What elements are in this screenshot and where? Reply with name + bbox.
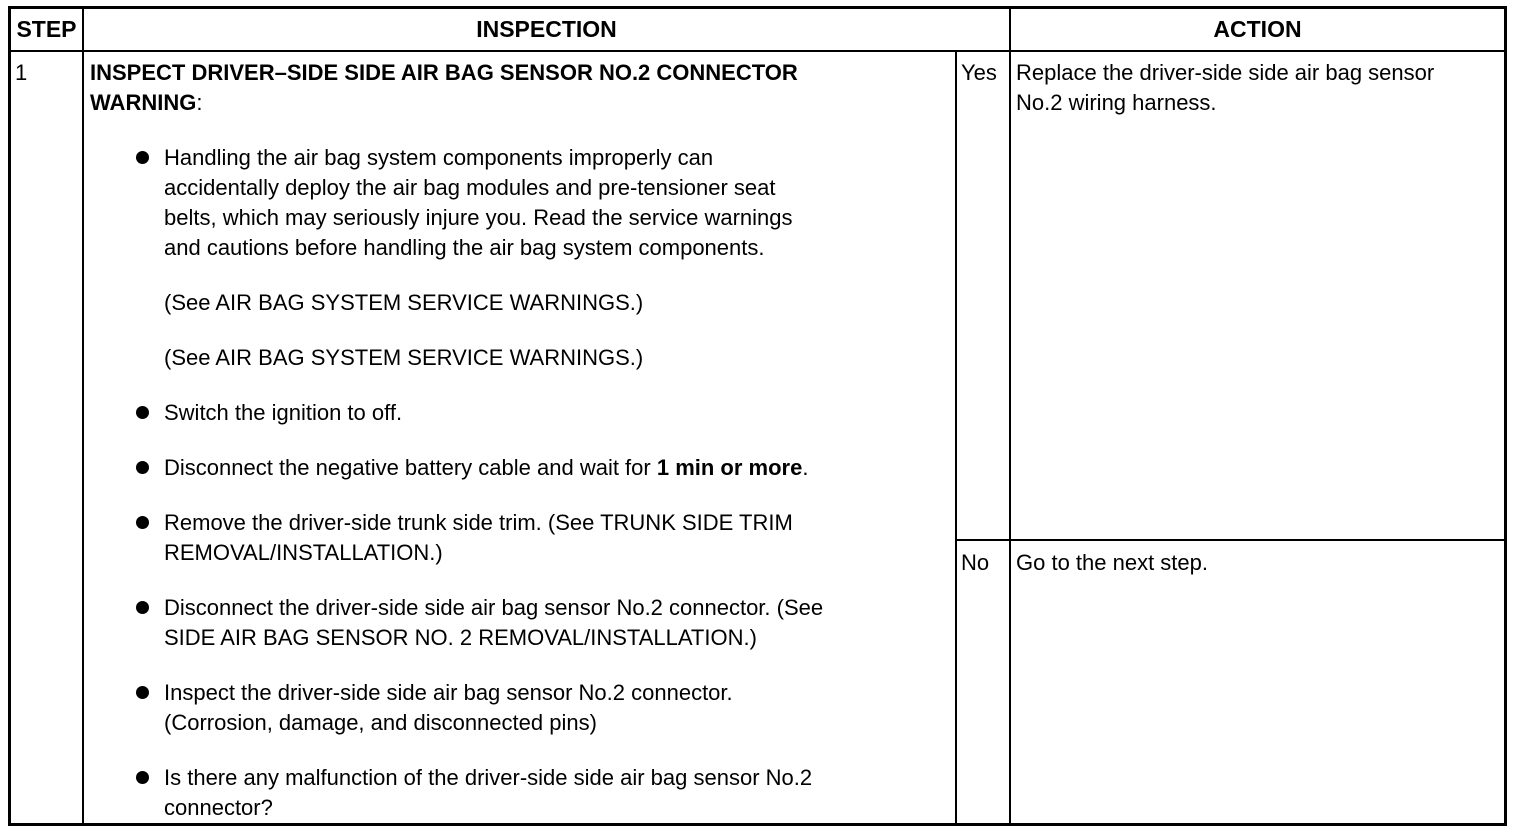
- item-line: Handling the air bag system components improperly can: [164, 145, 714, 170]
- column-divider: [82, 9, 84, 823]
- bullet: [136, 686, 149, 699]
- item-line: belts, which may seriously injure you. Read the service warnings: [164, 205, 793, 230]
- inspection-table: [8, 6, 1507, 826]
- warning-colon: :: [196, 90, 203, 115]
- yes-no-divider: [955, 539, 1504, 541]
- bullet: [136, 461, 149, 474]
- item-line: Disconnect the driver-side side air bag sensor No.2 connector. (See: [164, 595, 824, 620]
- bullet: [136, 406, 149, 419]
- no-label: No: [961, 550, 990, 575]
- bullet: [136, 601, 149, 614]
- bullet: [136, 151, 149, 164]
- column-divider: [1009, 9, 1011, 823]
- item-line: and cautions before handling the air bag system components.: [164, 235, 765, 260]
- item-line: (Corrosion, damage, and disconnected pins): [164, 710, 597, 735]
- list-item: [164, 508, 793, 568]
- list-item: [164, 678, 733, 738]
- list-item: [164, 763, 812, 823]
- item-line: connector?: [164, 795, 273, 820]
- header-inspection: INSPECTION: [476, 16, 617, 42]
- action-line: No.2 wiring harness.: [1016, 90, 1217, 115]
- header-divider: [11, 50, 1504, 52]
- yes-action: [1016, 58, 1434, 118]
- item-line: (See AIR BAG SYSTEM SERVICE WARNINGS.): [164, 290, 644, 315]
- action-line: Go to the next step.: [1016, 550, 1209, 575]
- column-divider: [955, 50, 957, 823]
- bullet: [136, 771, 149, 784]
- warning-heading: [90, 88, 202, 118]
- list-item: [164, 593, 823, 653]
- item-line: (See AIR BAG SYSTEM SERVICE WARNINGS.): [164, 345, 644, 370]
- item-line: Switch the ignition to off.: [164, 400, 403, 425]
- list-item: [164, 398, 402, 428]
- yes-label: Yes: [961, 60, 997, 85]
- item-text: .: [802, 455, 809, 480]
- list-item: [164, 453, 808, 483]
- list-item: [164, 143, 793, 263]
- item-line: REMOVAL/INSTALLATION.): [164, 540, 443, 565]
- item-text: Disconnect the negative battery cable and wait for: [164, 455, 657, 480]
- step-title: INSPECT DRIVER–SIDE SIDE AIR BAG SENSOR NO.2 CONNECTOR: [90, 60, 798, 85]
- item-line: accidentally deploy the air bag modules and pre-tensioner seat: [164, 175, 776, 200]
- item-bold-text: 1 min or more: [656, 455, 803, 480]
- action-line: Replace the driver-side side air bag sensor: [1016, 60, 1435, 85]
- list-item: [164, 288, 643, 318]
- bullet: [136, 516, 149, 529]
- item-line: Inspect the driver-side side air bag sensor No.2 connector.: [164, 680, 733, 705]
- no-action: [1016, 548, 1208, 578]
- item-line: SIDE AIR BAG SENSOR NO. 2 REMOVAL/INSTALLATION.): [164, 625, 757, 650]
- item-line: Is there any malfunction of the driver-side side air bag sensor No.2: [164, 765, 813, 790]
- header-action: ACTION: [1213, 16, 1302, 42]
- step-number: 1: [15, 60, 28, 85]
- item-line: Remove the driver-side trunk side trim. (See TRUNK SIDE TRIM: [164, 510, 793, 535]
- list-item: [164, 343, 643, 373]
- header-step: STEP: [16, 16, 77, 42]
- warning-label: WARNING: [90, 90, 197, 115]
